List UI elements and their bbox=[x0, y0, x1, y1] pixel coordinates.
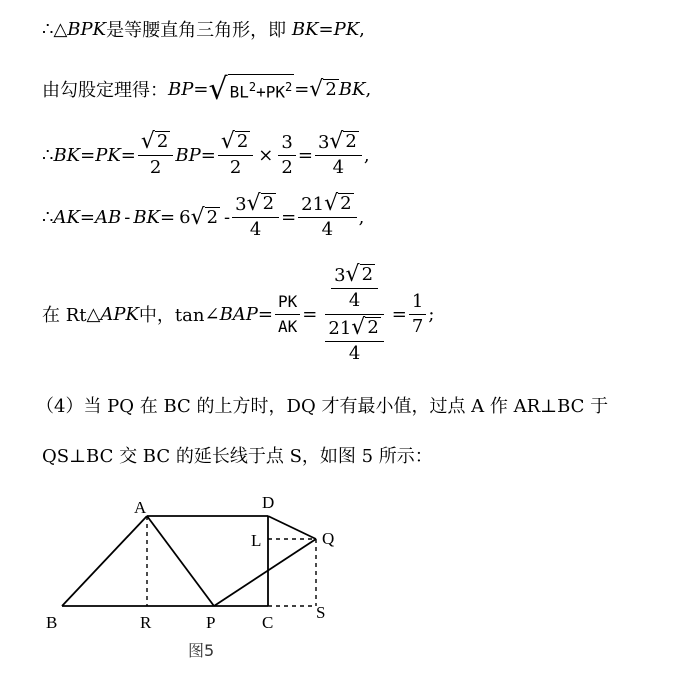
var-bp: BP bbox=[168, 78, 194, 100]
segment-ap bbox=[147, 516, 214, 606]
sq2: 2 bbox=[284, 79, 293, 94]
n: 2 bbox=[262, 193, 275, 214]
equals: = bbox=[79, 206, 95, 228]
line-7 bbox=[42, 440, 433, 470]
var-bk: BK bbox=[291, 18, 319, 40]
sqrt-expression: √ $BL^2+PK^2$ bbox=[208, 72, 293, 108]
segment-pq bbox=[214, 539, 316, 606]
paragraph-text: （4）当 PQ 在 BC 的上方时，DQ 才有最小值，过点 A 作 AR⊥BC 于 bbox=[36, 396, 609, 417]
coef: 21 bbox=[301, 194, 325, 215]
pk: PK bbox=[265, 82, 285, 102]
therefore-symbol: ∴ bbox=[42, 144, 54, 166]
coef: 21 bbox=[328, 317, 352, 339]
equals: = bbox=[160, 206, 176, 228]
comma: , bbox=[365, 78, 372, 100]
line-3 bbox=[42, 128, 370, 182]
label-c: C bbox=[262, 613, 274, 632]
coef: 3 bbox=[334, 264, 346, 286]
comma: , bbox=[363, 144, 370, 166]
d: 2 bbox=[229, 157, 242, 178]
var-pk: PK bbox=[95, 144, 121, 166]
equals: = bbox=[281, 206, 297, 228]
n: 2 bbox=[361, 263, 374, 285]
segment-ab bbox=[62, 516, 147, 606]
minus: - bbox=[224, 206, 231, 228]
line-4 bbox=[42, 190, 364, 244]
label-r: R bbox=[140, 613, 152, 632]
segment-dq bbox=[268, 516, 316, 539]
n: 2 bbox=[367, 316, 379, 338]
six: 6 bbox=[179, 206, 191, 228]
d: 4 bbox=[332, 157, 345, 178]
sqrt-two: √ 2 bbox=[309, 76, 337, 102]
equals: = bbox=[80, 144, 96, 166]
n: 2 bbox=[236, 131, 249, 152]
d: AK bbox=[278, 316, 298, 336]
equals: = bbox=[294, 78, 310, 100]
comma: , bbox=[359, 18, 365, 40]
n: 2 bbox=[340, 193, 352, 214]
label-l: L bbox=[251, 531, 262, 550]
d: 4 bbox=[321, 219, 334, 240]
label-s: S bbox=[316, 603, 326, 622]
fraction bbox=[278, 132, 295, 179]
line-2 bbox=[42, 70, 371, 108]
line-1 bbox=[42, 14, 365, 44]
d: 2 bbox=[281, 156, 293, 178]
var-bap: BAP bbox=[219, 303, 258, 325]
therefore-symbol: ∴ bbox=[42, 206, 54, 228]
d: 7 bbox=[411, 315, 424, 337]
triangle-symbol: △ bbox=[86, 303, 101, 325]
fraction: √ 2 2 bbox=[138, 131, 173, 179]
d: 4 bbox=[249, 219, 262, 240]
angle-symbol: ∠ bbox=[204, 303, 220, 325]
equals: = bbox=[318, 18, 334, 40]
d: 4 bbox=[348, 342, 361, 364]
equals: = bbox=[120, 144, 136, 166]
line-6 bbox=[36, 390, 608, 420]
var-bk: BK bbox=[133, 206, 161, 228]
comma: , bbox=[358, 206, 365, 228]
n: 2 bbox=[345, 131, 357, 152]
var-bpk: BPK bbox=[67, 18, 107, 40]
equals: = bbox=[257, 303, 274, 325]
two: 2 bbox=[325, 78, 337, 100]
n: 2 bbox=[156, 131, 169, 152]
equals: = bbox=[302, 303, 318, 325]
geometry-figure bbox=[40, 492, 360, 672]
therefore-symbol: ∴ bbox=[42, 18, 54, 40]
text: 由勾股定理得： bbox=[42, 80, 168, 101]
label-a: A bbox=[134, 498, 147, 517]
var-ak: AK bbox=[53, 206, 80, 228]
times: × bbox=[258, 144, 274, 166]
fraction bbox=[409, 291, 426, 338]
var-bk: BK bbox=[338, 78, 366, 100]
minus: - bbox=[124, 206, 131, 228]
label-p: P bbox=[206, 613, 216, 632]
bl: BL bbox=[229, 82, 249, 102]
d: 4 bbox=[348, 289, 361, 311]
triangle-symbol: △ bbox=[53, 18, 68, 40]
sqrt-two: √ 2 bbox=[190, 204, 219, 230]
n: 1 bbox=[409, 291, 426, 315]
fraction: 21 √ 2 4 bbox=[325, 317, 383, 365]
equals: = bbox=[193, 78, 209, 100]
label-b: B bbox=[46, 613, 58, 632]
paragraph-text: QS⊥BC 交 BC 的延长线于点 S，如图 5 所示： bbox=[42, 446, 433, 467]
fraction: 3 √ 2 4 bbox=[232, 193, 279, 241]
label-q: Q bbox=[322, 529, 335, 548]
d: 2 bbox=[149, 157, 162, 178]
text: 是等腰直角三角形，即 bbox=[106, 20, 287, 41]
semicolon: ; bbox=[428, 303, 435, 325]
fraction: √ 2 2 bbox=[218, 131, 253, 179]
figure-caption: 图5 bbox=[188, 641, 215, 660]
line-5 bbox=[42, 258, 434, 370]
fraction: 3 √ 2 4 bbox=[331, 264, 378, 312]
fraction bbox=[275, 291, 300, 338]
two: 2 bbox=[206, 206, 219, 228]
var-bp: BP bbox=[175, 144, 201, 166]
plus: + bbox=[256, 82, 266, 102]
fraction: 21 √ 2 4 bbox=[298, 193, 356, 241]
sq: 2 bbox=[248, 79, 257, 94]
equals: = bbox=[297, 144, 313, 166]
var-ab: AB bbox=[95, 206, 122, 228]
var-pk: PK bbox=[333, 18, 360, 40]
n: 3 bbox=[278, 132, 295, 156]
equals: = bbox=[200, 144, 216, 166]
fraction: 3 √ 2 4 bbox=[315, 131, 362, 179]
text: 中，tan bbox=[138, 305, 205, 326]
var-bk: BK bbox=[53, 144, 81, 166]
text: 在 Rt bbox=[42, 305, 87, 326]
var-apk: APK bbox=[100, 303, 139, 325]
compound-fraction bbox=[319, 261, 389, 365]
coef: 3 bbox=[317, 132, 330, 153]
n: PK bbox=[275, 291, 300, 315]
coef: 3 bbox=[235, 194, 247, 215]
label-d: D bbox=[262, 493, 275, 512]
equals: = bbox=[391, 303, 407, 325]
